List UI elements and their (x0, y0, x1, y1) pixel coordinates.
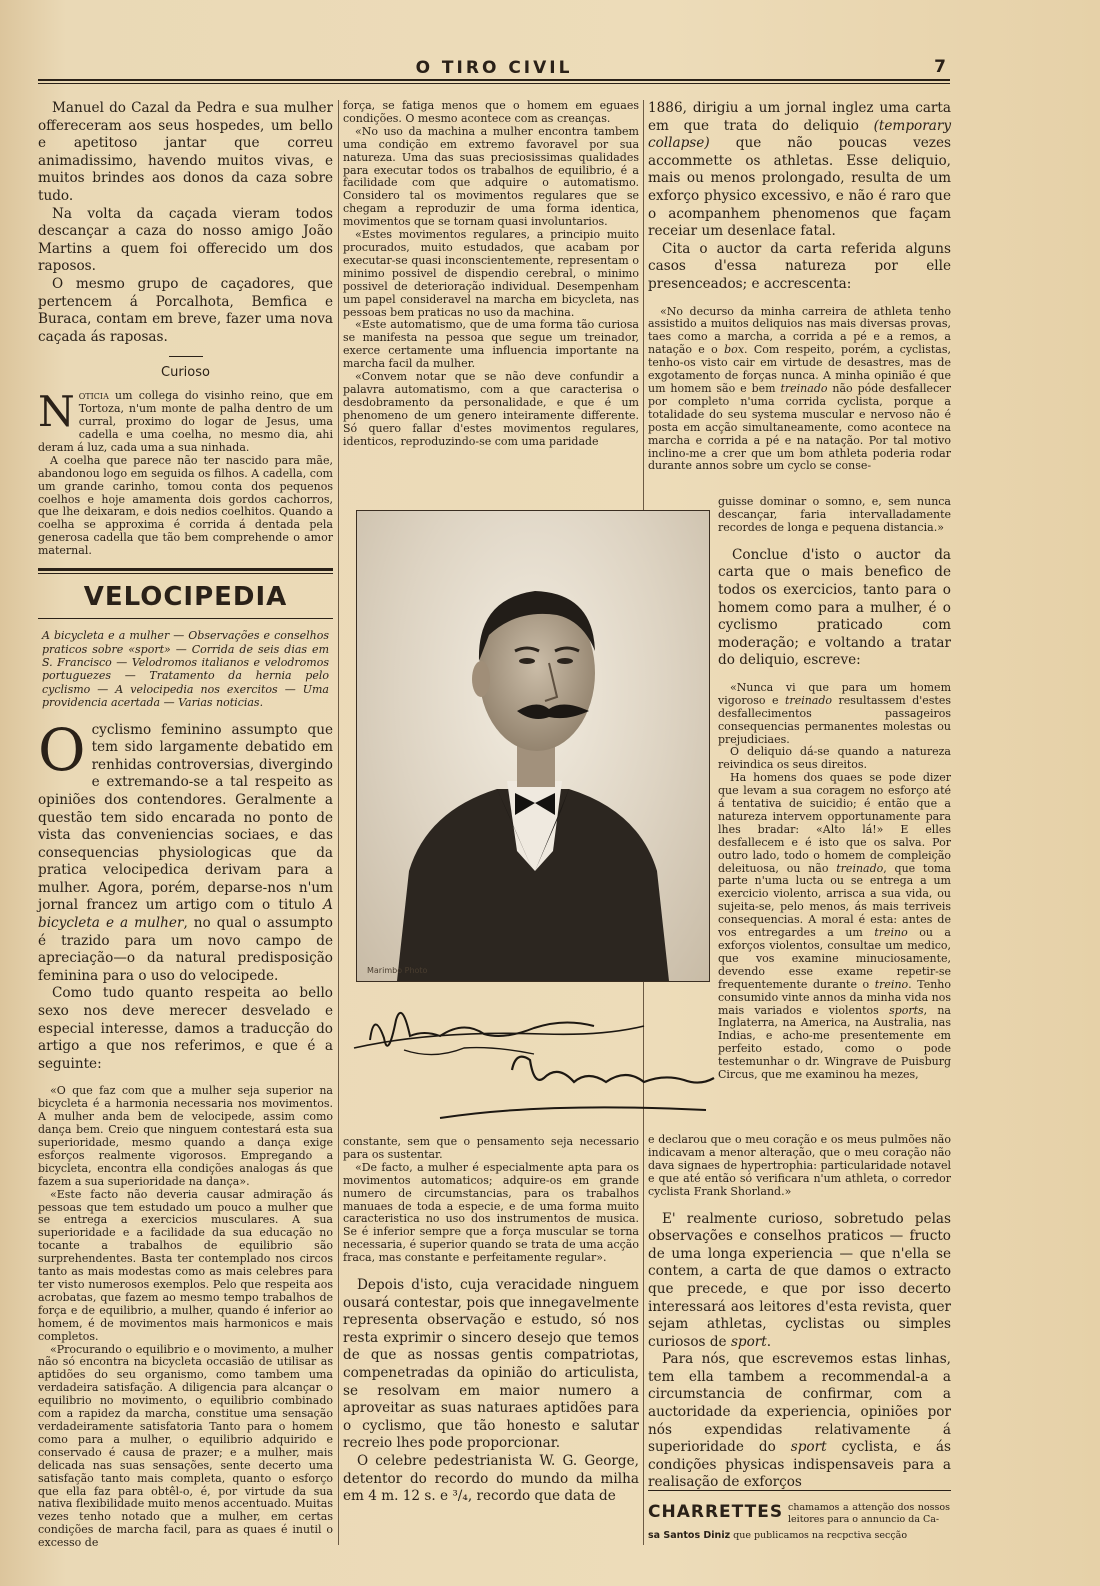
text: «No decurso da minha carreira de athleta tenho assistido a muitos deliquios nas mais diversas provas, taes como a marcha, a corrida a pé e a remos, a natação e o (648, 304, 951, 357)
header-rule-thin (38, 83, 950, 84)
paragraph: Cita o auctor da carta referida alguns casos d'essa natureza por elle presenceados; e accrescenta: (648, 240, 951, 292)
text: . (766, 1333, 772, 1350)
ad-subline-tail: que publicamos na recpctiva secção (730, 1530, 908, 1541)
section-rule-thin (38, 573, 333, 574)
ad-business: sa Santos Diniz (648, 1530, 731, 1541)
text: E' realmente curioso, sobretudo pelas observações e conselhos praticos — fructo de uma longa experiencia — que n'ella se contem, a carta de que damos o extracto que precede, e que por isso decerto interessará aos leitores d'esta revista, quer sejam athletas, cyclistas ou simples curiosos de (648, 1210, 951, 1350)
quote-paragraph (718, 682, 951, 747)
ad-name: CHARRETTES (648, 1502, 784, 1522)
section-rule (38, 568, 333, 571)
section-title: VELOCIPEDIA (83, 582, 288, 613)
article-heading-curioso: Curioso (161, 365, 210, 381)
text: Ha homens dos quaes se pode dizer que levam a sua coragem no esforço até á tentativa de suicidio; é então que a natureza intervem opportunamente para lhes bradar: «Alto lá!» E elles desfallecem e é isto que os salva. Por outro lado, todo o homem de compleição deleituosa, ou não (718, 771, 951, 875)
portrait-photo (356, 510, 710, 982)
quote-paragraph: «Procurando o equilibrio e o movimento, a mulher não só encontra na bicycleta occasião de utilisar as aptidões do seu organismo, como tambem uma verdadeira satisfação. A diligencia para alcançar o equilibrio no movimento, o equilibrio combinado com a rapidez da marcha, constitue uma sensação verdadeiramente satisfatoria Tanto para o homem como para a mulher, o equilibrio adquirido e conservado é causa de prazer; e a mulher, mais delicada nas suas sensações, sente decerto uma satisfação tanto mais completa, quanto o esforço que ella faz para obtêl-o, é, por virtude da sua nativa flexibilidade muito menos accentuado. Muitas vezes tenho notado que a mulher, em certas condições de marcha facil, para as quaes é inutil o excesso de (38, 1342, 333, 1550)
column-1 (38, 100, 333, 1550)
column-3-top (648, 100, 951, 555)
handwritten-signature (344, 990, 716, 1130)
drop-cap: O (38, 715, 86, 784)
text: ou a exforços violentos, consultae um medico, que vos examine minuciosamente, devendo esse exame repetir-se frequentemente durante o (718, 926, 951, 991)
quote-paragraph: «No uso da machina a mulher encontra tambem uma condição em extremo favoravel por sua natureza. Uma das suas preciosissimas qualidades para executar todos os trabalhos de equilibrio, é a facilidade com que adquire o automatismo. Considero tal os movimentos regulares que se chegam a reproduzir de uma forma identica, movimentos que se tornam quasi involuntarios. (343, 124, 639, 229)
text: cyclismo feminino assumpto que tem sido largamente debatido em renhidas controversias, divergindo e extremando-se a tal respeito as opiniões dos contendores. Geralmente a questão tem sido encarada no ponto de vista das conveniencias sociaes, e das consequencias physiologicas que da pratica velocipedica derivam para a mulher. Agora, porém, deparse-nos n'um jornal francez um artigo com o titulo (38, 721, 333, 914)
text: resultassem d'estes desfallecimentos passageiros consequencias permanentes molestas ou prejudiciaes. (718, 693, 951, 746)
quote-paragraph: «O que faz com que a mulher seja superior na bicycleta é a harmonia necessaria nos movimentos. A mulher anda bem de velocipede, assim como dança bem. Creio que ninguem contestará esta sua superioridade, mesmo quando a dança exige esforços realmente vigorosos. Empregando a bicycleta, encontra ella condições analogas ás que fazem a sua superioridade na dança». (38, 1084, 333, 1188)
quote-paragraph: «Este automatismo, que de uma forma tão curiosa se manifesta na pessoa que segue um treinador, exerce certamente uma influencia importante na marcha facil da mulher. (343, 318, 639, 371)
quote-paragraph: guisse dominar o somno, e, sem nunca descançar, faria intervalladamente recordes de longa e pequena distancia.» (718, 495, 951, 534)
text: um collega do visinho reino, que em Tortoza, n'um monte de palha dentro de um curral, proximo do logar de Jesus, uma cadella e uma coelha, no mesmo dia, ahi deram á luz, cada uma a sua ninhada. (38, 389, 333, 454)
column-2-bottom (343, 1136, 639, 1546)
portrait-illustration (357, 511, 709, 981)
italic-text: sports (889, 1003, 924, 1017)
paragraph (648, 100, 951, 241)
text: , que toma parte n'uma lucta ou se entrega a um exercicio violento, arrisca a sua vida, ou sujeita-se, pelo menos, ás mais terriveis consequencias. A moral é esta: antes de vos entregardes a um (718, 861, 951, 940)
paragraph: Manuel do Cazal da Pedra e sua mulher offereceram aos seus hospedes, um bello e apetitoso jantar que correu animadissimo, havendo muitos vivas, e muitos brindes aos donos da caza sobre tudo. (38, 100, 333, 204)
page-header (38, 54, 950, 88)
ad-notice: chamamos a attenção dos nossos leitores para o annuncio da Ca- (788, 1502, 950, 1526)
italic-text: treino (874, 977, 909, 991)
quote-paragraph: «Este facto não deveria causar admiração ás pessoas que tem estudado um pouco a mulher que se entrega a exercicios musculares. A sua superioridade e a facilidade da sua educação no tocante a trabalhos de equilibrio são surprehendentes. Basta ter contemplado nos circos tanto as mais modestas como as mais celebres para ter visto numerosos exemplos. Pelo que respeita aos acrobatas, que fazem ao mesmo tempo trabalhos de força e de equilibrio, a mulher, quando é inferior ao homem, é de movimentos mais harmonicos e mais completos. (38, 1187, 333, 1343)
quote-paragraph (718, 772, 951, 1082)
column-2-top (343, 100, 639, 500)
quote-paragraph: força, se fatiga menos que o homem em eguaes condições. O mesmo acontece com as creanças. (343, 99, 639, 125)
quote-paragraph (648, 306, 951, 474)
italic-text: treinado (780, 381, 828, 395)
paragraph: Conclue d'isto o auctor da carta que o mais benefico de todos os exercicios, tanto para o homem como para a mulher, é o cyclismo praticado com moderação; e voltando a tratar do deliquio, escreve: (718, 546, 951, 669)
text: , na Inglaterra, na America, na Australia, nas Indias, e acho-me presentemente em perfeito estado, como o pode testemunhar o dr. Wingrave de Puisburg Circus, que me examinou ha mezes, (718, 1003, 951, 1082)
quote-paragraph: constante, sem que o pensamento seja necessario para os sustentar. (343, 1135, 639, 1161)
quote-paragraph: e declarou que o meu coração e os meus pulmões não indicavam a menor alteração, que o meu coração não dava signaes de hypertrophia: particularidade notavel e que até então só verificara n'um athleta, o corredor cyclista Frank Shorland.» (648, 1133, 951, 1198)
quote-paragraph: O deliquio dá-se quando a natureza reivindica os seus direitos. (718, 745, 951, 772)
separator (169, 356, 203, 357)
quote-paragraph: «De facto, a mulher é especialmente apta para os movimentos automaticos; adquire-os em grande numero de circumstancias, para os trabalhos manuaes de toda a especie, e de uma forma muito caracteristica no uso dos instrumentos de musica. Se é inferior sempre que a força muscular se torna necessaria, é superior quando se trata de uma acção fraca, mas constante e perfeitamente regular». (343, 1160, 639, 1265)
paragraph: O celebre pedestrianista W. G. George, detentor do recordo do mundo da milha em 4 m. 12 s. e ³/₄, recordo que data de (343, 1453, 639, 1505)
ad-rule (648, 1490, 951, 1491)
text: Para nós, que escrevemos estas linhas, tem ella tambem a recommendal-a a circumstancia de confirmar, com a auctoridade da experiencia, opiniões por nós expendidas relativamente á superioridade do (648, 1351, 951, 1456)
small-caps-text: oticia (78, 389, 109, 403)
italic-text: box (724, 343, 745, 357)
section-rule-thin (38, 618, 333, 619)
column-divider (338, 100, 339, 1545)
italic-text: treinado (836, 861, 884, 875)
italic-text: treinado (785, 693, 833, 707)
header-rule (38, 79, 950, 81)
section-summary: A bicycleta e a mulher — Observações e conselhos praticos sobre «sport» — Corrida de seis dias em S. Francisco — Velodromos italianos e velodromos portuguezes — Tratamento da hernia pelo cyclismo — A velocipedia nos exercitos — Uma providencia acertada — Varias noticias. (42, 629, 329, 710)
paragraph (38, 715, 333, 986)
paragraph: Como tudo quanto respeita ao bello sexo nos deve merecer desvelado e especial interesse, damos a traducção do artigo a que nos referimos, e que é a seguinte: (38, 985, 333, 1072)
text: «Nunca vi que para um homem vigoroso e (718, 680, 951, 707)
paragraph: O mesmo grupo de caçadores, que pertencem á Porcalhota, Bemfica e Buraca, contam em breve, fazer uma nova caçada ás raposas. (38, 275, 333, 345)
paragraph (38, 387, 333, 455)
text: , no qual o assumpto é trazido para um novo campo de apreciação—o da natural predisposição feminina para o uso do velocipede. (38, 915, 333, 984)
paragraph: Na volta da caçada vieram todos descançar a caza do nosso amigo João Martins a quem foi offerecido um dos raposos. (38, 205, 333, 275)
italic-text: (temporary collapse) (648, 117, 951, 152)
italic-text: sport (790, 1439, 827, 1456)
quote-paragraph: «Convem notar que se não deve confundir a palavra automatismo, com a que caracterisa o desdobramento da personalidade, e que é um phenomeno de um genero inteiramente differente. Só quero fallar d'estes movimentos regulares, identicos, reproduzindo-se com uma paridade (343, 370, 639, 448)
column-3-narrow (718, 496, 951, 1134)
italic-text: treino (874, 926, 908, 940)
column-3-bottom (648, 1133, 952, 1491)
text: . Com respeito, porém, a cyclistas, tenho-os visto cair em virtude de desastres, mas de exgotamento de forças nunca. A minha opinião é que um homem são e bem (648, 343, 951, 395)
paragraph: A coelha que parece não ter nascido para mãe, abandonou logo em seguida os filhos. A cadella, com um grande carinho, tomou conta dos pequenos coelhos e hoje amamenta dois gordos cachorros, que lhe deixaram, e dois nedios coelhitos. Quando a coelha se approxima é corrida á dentada pela generosa cadella que tão bem comprehende o amor maternal. (38, 453, 333, 558)
photo-credit: Marimbo Photo (367, 966, 428, 975)
signature (344, 990, 716, 1130)
page-number: 7 (934, 57, 946, 77)
paragraph (648, 1211, 951, 1352)
italic-text: sport (730, 1333, 767, 1350)
text: cyclista, e ás condições physicas indispensaveis para a realisação de exforços (648, 1439, 952, 1491)
advertisement-notice (648, 1490, 951, 1550)
newspaper-title: O TIRO CIVIL (415, 58, 573, 78)
quote-paragraph: «Estes movimentos regulares, a principio muito procurados, muito estudados, que acabam por executar-se quasi inconscientemente, representam o minimo possivel de dispendio cerebral, o minimo possivel de deterioração individual. Desempenham um papel consideravel na marcha em bicycleta, nas pessoas bem praticas no uso da machina. (343, 228, 639, 319)
paragraph: Depois d'isto, cuja veracidade ninguem ousará contestar, pois que innegavelmente representa observação e estudo, só nos resta exprimir o sincero desejo que temos de que as nossas gentis compatriotas, compenetradas da opinião do articulista, se resolvam em maior numero a aproveitar as suas naturaes aptidões para o cyclismo, que tão honesto e salutar recreio lhes pode proporcionar. (343, 1277, 639, 1452)
paragraph (648, 1351, 951, 1492)
text: . Tenho consumido vinte annos da minha vida nos mais variados e violentos (718, 977, 952, 1017)
article-title-italic: A bicycleta e a mulher (38, 897, 333, 932)
drop-cap: N (38, 387, 75, 437)
text: que não poucas vezes accommette os athletas. Esse deliquio, mais ou menos prolongado, resulta de um exforço physico excessivo, e não é raro que o acompanhem phenomenos que façam receiar um desenlace fatal. (648, 135, 951, 240)
text: não póde desfallecer por completo n'uma corrida cyclista, porque a totalidade do seu systema muscular e nervoso não é posta em acção simultaneamente, como acontece na marcha e corrida a pé e na natação. Por tal motivo inclino-me a crer que um bom athleta poderia rodar durante annos sobre um cyclo se conse- (648, 381, 951, 473)
ad-subline (648, 1530, 907, 1541)
text: 1886, dirigiu a um jornal inglez uma carta em que trata do deliquio (648, 100, 951, 134)
